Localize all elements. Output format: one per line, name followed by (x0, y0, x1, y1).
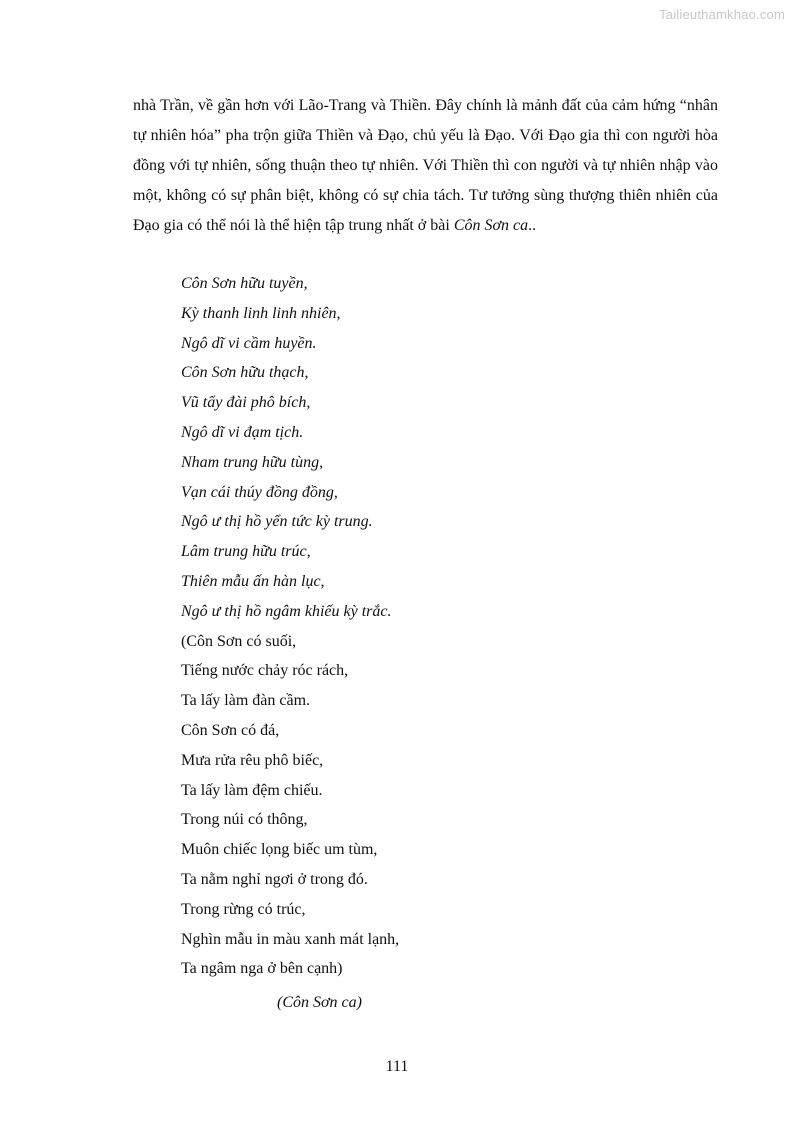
poem-original-line: Ngô ư thị hồ ngâm khiếu kỳ trắc. (181, 602, 392, 620)
poem-original-line: Vũ tẩy đài phô bích, (181, 394, 311, 412)
poem-translation-line: Trong rừng có trúc, (181, 900, 306, 918)
poem-translation-line: Ta nằm nghỉ ngơi ở trong đó. (181, 870, 368, 888)
poem-original-line: Ngô dĩ vi cầm huyền. (181, 334, 317, 352)
poem-translation-line: Ta lấy làm đệm chiếu. (181, 781, 323, 799)
poem-original-line: Nham trung hữu tùng, (181, 453, 324, 471)
poem-original-line: Thiên mẫu ấn hàn lục, (181, 572, 325, 590)
poem-translation-line: Côn Sơn có đá, (181, 721, 280, 739)
poem-original-line: Ngô ư thị hồ yển tức kỳ trung. (181, 513, 373, 531)
poem-original-line: Kỳ thanh linh linh nhiên, (181, 304, 341, 322)
poem-translation-line: Trong núi có thông, (181, 811, 308, 829)
body-paragraph (133, 91, 718, 241)
poem-source-citation: (Côn Sơn ca) (277, 994, 362, 1011)
poem-translation-line: Ta lấy làm đàn cầm. (181, 692, 311, 710)
poem-translation-line: (Côn Sơn có suối, (181, 632, 297, 650)
poem-original-line: Côn Sơn hữu thạch, (181, 364, 309, 382)
poem-original-line: Vạn cái thúy đồng đồng, (181, 483, 338, 501)
watermark: Tailieuthamkhao.com (659, 7, 785, 22)
poem-original-line: Ngô dĩ vi đạm tịch. (181, 423, 304, 441)
poem-translation-line: Nghìn mẫu in màu xanh mát lạnh, (181, 930, 400, 948)
paragraph-text: nhà Trần, về gần hơn với Lão-Trang và Thiền. Đây chính là mảnh đất của cảm hứng “nhân tự nhiên hóa” pha trộn giữa Thiền và Đạo, chủ yếu là Đạo. Với Đạo gia thì con người hòa đồng với tự nhiên, sống thuận theo tự nhiên. Với Thiền thì con người và tự nhiên nhập vào một, không có sự phân biệt, không có sự chia tách. Tư tưởng sùng thượng thiên nhiên của Đạo gia có thể nói là thể hiện tập trung nhất ở bài (133, 97, 718, 234)
poem-translation-line: Ta ngâm nga ở bên cạnh) (181, 960, 343, 978)
poem-title-inline: Côn Sơn ca (453, 217, 529, 234)
poem-translation-line: Tiếng nước chảy róc rách, (181, 662, 349, 680)
poem-translation-line: Muôn chiếc lọng biếc um tùm, (181, 841, 378, 859)
page-number: 111 (385, 1058, 409, 1075)
poem-original-line: Lâm trung hữu trúc, (181, 543, 311, 561)
poem-block (181, 269, 399, 984)
poem-original-line: Côn Sơn hữu tuyền, (181, 275, 308, 292)
paragraph-tail: .. (528, 217, 537, 234)
poem-translation-line: Mưa rửa rêu phô biếc, (181, 751, 324, 769)
